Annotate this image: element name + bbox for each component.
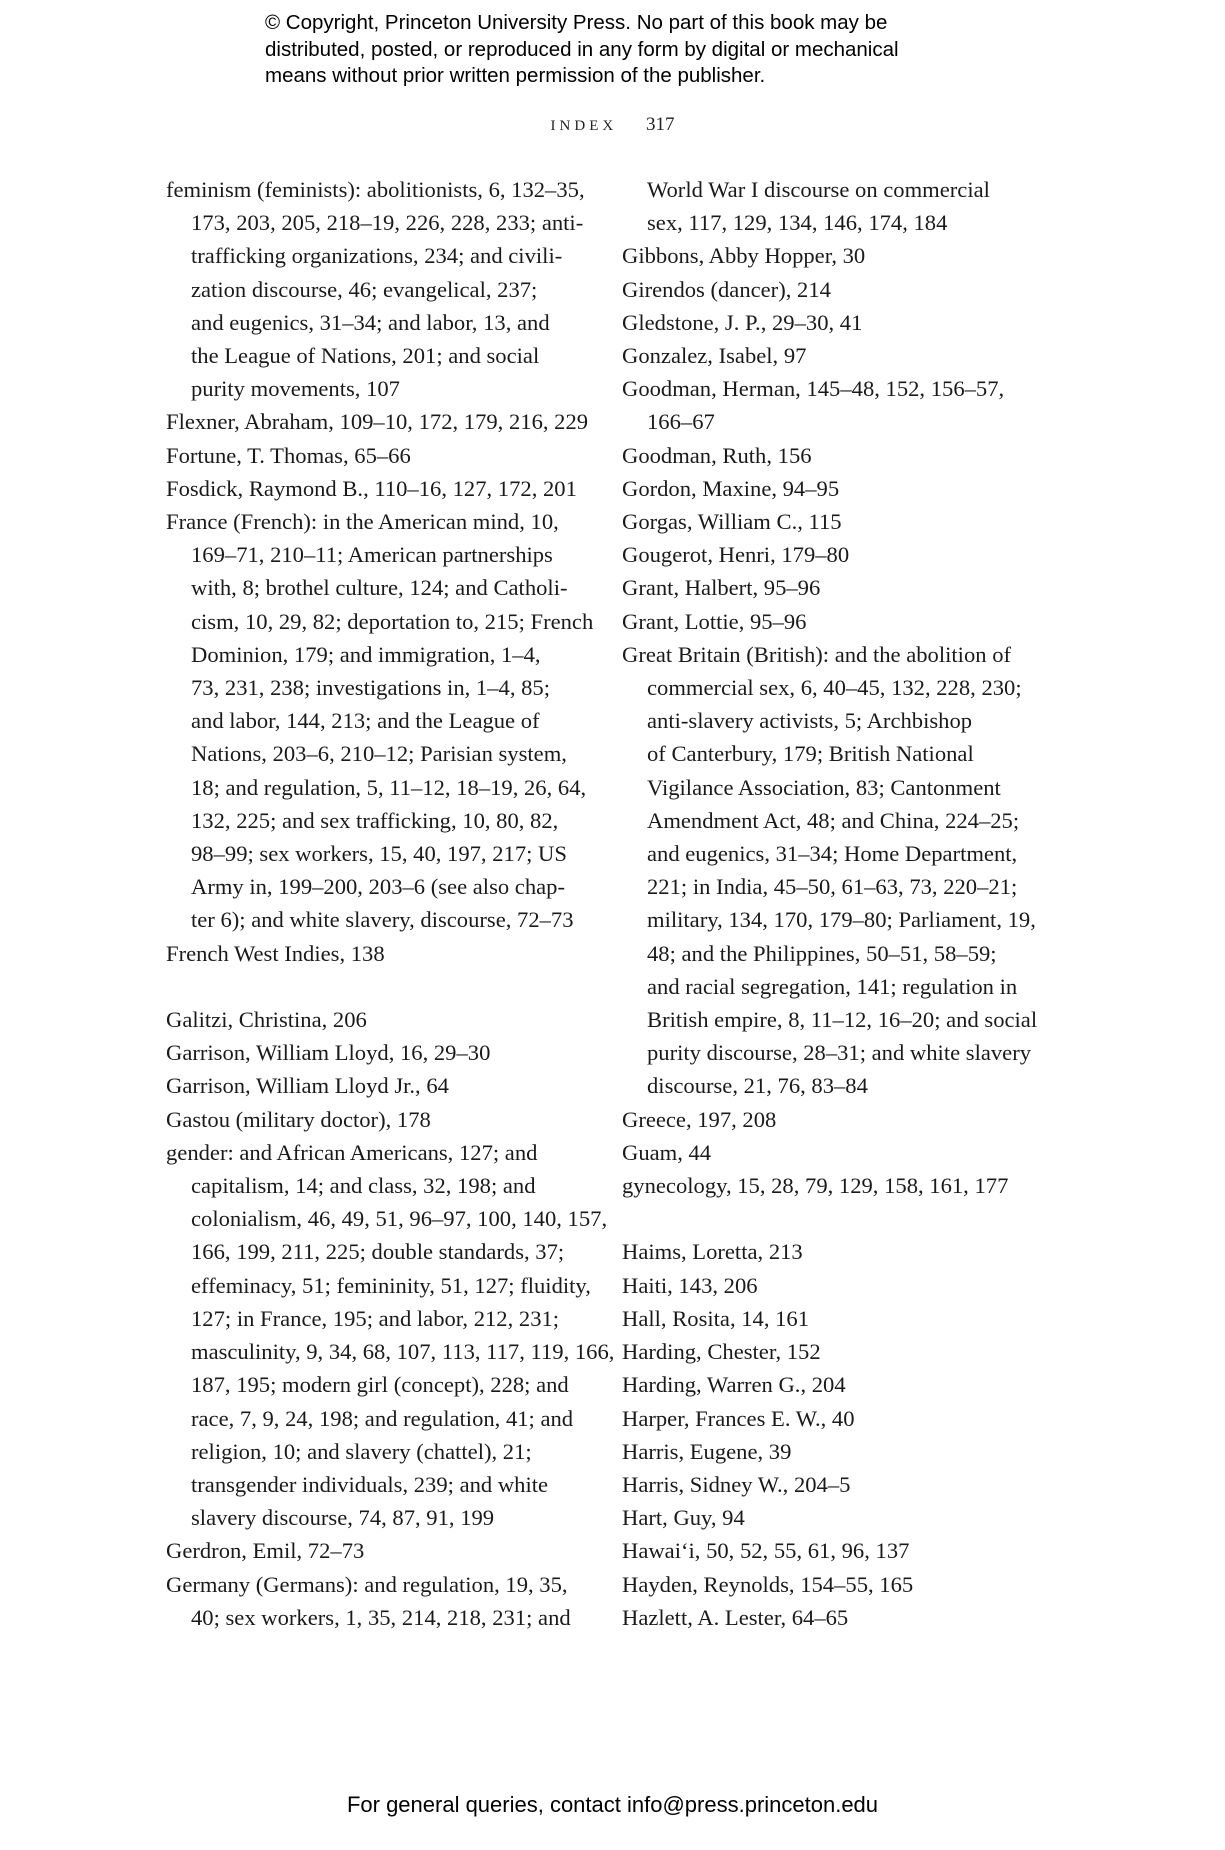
index-entry-line: discourse, 21, 76, 83–84	[647, 1073, 868, 1099]
index-entry-line: 40; sex workers, 1, 35, 214, 218, 231; and	[191, 1604, 571, 1630]
index-entry	[622, 1302, 1062, 1335]
index-entry-continuation	[622, 173, 1062, 239]
index-entry-line: purity discourse, 28–31; and white slavery	[647, 1040, 1032, 1066]
index-entry-line: Haiti, 143, 206	[622, 1272, 758, 1298]
index-entry	[622, 239, 1062, 272]
index-entry	[622, 306, 1062, 339]
index-entry-line: Great Britain (British): and the abolition of	[622, 641, 1012, 667]
index-entry	[622, 339, 1062, 372]
copyright-line: means without prior written permission of the publisher.	[265, 64, 766, 87]
index-entry	[622, 1568, 1062, 1601]
index-entry-line: purity movements, 107	[191, 376, 400, 402]
index-entry-line: Harris, Sidney W., 204–5	[622, 1471, 851, 1497]
index-entry-line: 127; in France, 195; and labor, 212, 231;	[191, 1305, 560, 1331]
index-entry	[166, 937, 586, 970]
index-entry-line: Army in, 199–200, 203–6 (see also chap-	[191, 874, 565, 900]
index-entry	[166, 1069, 586, 1102]
index-entry	[622, 1501, 1062, 1534]
index-entry	[622, 1169, 1062, 1202]
index-entry-line: Grant, Lottie, 95–96	[622, 608, 807, 634]
index-entry	[166, 1136, 615, 1534]
index-entry	[622, 605, 1062, 638]
index-entry-line: Harding, Chester, 152	[622, 1339, 821, 1365]
footer-contact: For general queries, contact info@press.princeton.edu	[346, 1792, 879, 1817]
index-entry-line: transgender individuals, 239; and white	[191, 1471, 549, 1497]
index-entry-line: gynecology, 15, 28, 79, 129, 158, 161, 177	[622, 1173, 1009, 1199]
index-entry-line: commercial sex, 6, 40–45, 132, 228, 230;	[647, 675, 1022, 701]
index-entry-line: Gledstone, J. P., 29–30, 41	[622, 309, 863, 335]
index-entry-line: and eugenics, 31–34; Home Department,	[647, 841, 1018, 867]
index-entry-line: Haims, Loretta, 213	[622, 1239, 803, 1265]
index-entry	[166, 472, 586, 505]
index-entry	[166, 1036, 586, 1069]
index-entry-line: 166–67	[647, 409, 715, 435]
running-head	[0, 114, 1225, 136]
index-entry-line: feminism (feminists): abolitionists, 6, 132–35,	[166, 177, 585, 202]
index-entry-line: trafficking organizations, 234; and civili-	[191, 243, 563, 269]
index-entry-line: Guam, 44	[622, 1139, 712, 1165]
index-entry-line: Harper, Frances E. W., 40	[622, 1405, 855, 1431]
index-entry-line: capitalism, 14; and class, 32, 198; and	[191, 1173, 536, 1199]
index-entry-line: Gougerot, Henri, 179–80	[622, 542, 850, 568]
index-entry-line: Germany (Germans): and regulation, 19, 35,	[166, 1571, 568, 1597]
index-entry-line: Goodman, Ruth, 156	[622, 442, 812, 468]
index-entry-line: 221; in India, 45–50, 61–63, 73, 220–21;	[647, 874, 1018, 900]
index-entry-line: Gastou (military doctor), 178	[166, 1106, 431, 1132]
index-column-left	[166, 173, 615, 1634]
index-entry-line: Fortune, T. Thomas, 65–66	[166, 442, 411, 468]
index-entry-line: Grant, Halbert, 95–96	[622, 575, 821, 601]
index-entry-line: French West Indies, 138	[166, 940, 385, 966]
index-entry	[622, 273, 1062, 306]
index-entry	[622, 1368, 1062, 1401]
index-entry-line: religion, 10; and slavery (chattel), 21;	[191, 1438, 532, 1464]
index-entry-line: Harding, Warren G., 204	[622, 1372, 846, 1398]
index-entry-line: Amendment Act, 48; and China, 224–25;	[647, 807, 1020, 833]
index-entry-line: zation discourse, 46; evangelical, 237;	[191, 276, 538, 302]
index-entry-line: 173, 203, 205, 218–19, 226, 228, 233; anti-	[191, 210, 584, 236]
index-entry-line: Gonzalez, Isabel, 97	[622, 343, 807, 369]
index-entry-line: Nations, 203–6, 210–12; Parisian system,	[191, 741, 567, 767]
letter-group-spacer	[166, 970, 586, 1003]
index-entry-line: 48; and the Philippines, 50–51, 58–59;	[647, 940, 997, 966]
index-entry	[166, 405, 589, 438]
index-entry	[166, 1103, 586, 1136]
index-entry-line: 187, 195; modern girl (concept), 228; and	[191, 1372, 569, 1398]
index-entry-line: Gerdron, Emil, 72–73	[166, 1538, 365, 1564]
index-entry-line: colonialism, 46, 49, 51, 96–97, 100, 140, 157,	[191, 1206, 608, 1232]
index-entry	[166, 439, 586, 472]
index-entry-line: Gorgas, William C., 115	[622, 509, 842, 535]
index-entry-line: British empire, 8, 11–12, 16–20; and social	[647, 1007, 1038, 1033]
index-entry	[166, 1534, 586, 1567]
index-entry-line: military, 134, 170, 179–80; Parliament, 19,	[647, 907, 1036, 933]
index-entry-line: Hall, Rosita, 14, 161	[622, 1305, 810, 1331]
index-entry-line: 132, 225; and sex trafficking, 10, 80, 82,	[191, 807, 559, 833]
index-entry	[622, 1435, 1062, 1468]
page-number: 317	[645, 114, 675, 135]
index-entry	[622, 1269, 1062, 1302]
index-entry-line: Goodman, Herman, 145–48, 152, 156–57,	[622, 376, 1005, 402]
index-entry-line: Galitzi, Christina, 206	[166, 1007, 367, 1033]
index-entry-line: 98–99; sex workers, 15, 40, 197, 217; US	[191, 841, 567, 867]
index-entry-line: Vigilance Association, 83; Cantonment	[647, 774, 1001, 800]
index-entry	[622, 1136, 1062, 1169]
index-entry	[622, 1402, 1062, 1435]
index-entry-line: France (French): in the American mind, 10,	[166, 509, 559, 535]
index-entry-line: 166, 199, 211, 225; double standards, 37;	[191, 1239, 565, 1265]
index-entry-line: with, 8; brothel culture, 124; and Catholi-	[191, 575, 568, 601]
index-entry-line: and labor, 144, 213; and the League of	[191, 708, 540, 734]
letter-group-spacer	[622, 1202, 1062, 1235]
index-entry	[166, 505, 594, 937]
index-entry-line: Fosdick, Raymond B., 110–16, 127, 172, 201	[166, 475, 577, 501]
index-entry-line: anti-slavery activists, 5; Archbishop	[647, 708, 973, 734]
index-entry-line: Garrison, William Lloyd, 16, 29–30	[166, 1040, 491, 1066]
index-entry-line: masculinity, 9, 34, 68, 107, 113, 117, 119, 166,	[191, 1339, 615, 1365]
index-entry-line: 73, 231, 238; investigations in, 1–4, 85;	[191, 675, 550, 701]
index-entry-line: gender: and African Americans, 127; and	[166, 1139, 538, 1165]
index-entry-line: the League of Nations, 201; and social	[191, 343, 540, 369]
index-entry-line: Harris, Eugene, 39	[622, 1438, 792, 1464]
index-entry-line: Hazlett, A. Lester, 64–65	[622, 1604, 849, 1630]
index-entry-line: ter 6); and white slavery, discourse, 72–73	[191, 907, 574, 933]
index-entry	[622, 1103, 1062, 1136]
index-entry	[622, 571, 1062, 604]
index-entry-line: Gordon, Maxine, 94–95	[622, 475, 840, 501]
copyright-line: © Copyright, Princeton University Press. No part of this book may be	[265, 11, 888, 34]
index-entry	[622, 372, 1062, 438]
index-entry-line: Hayden, Reynolds, 154–55, 165	[622, 1571, 914, 1597]
index-entry-line: Hawai‘i, 50, 52, 55, 61, 96, 137	[622, 1538, 910, 1564]
index-entry-line: Greece, 197, 208	[622, 1106, 777, 1132]
index-entry	[622, 439, 1062, 472]
index-entry	[622, 1601, 1062, 1634]
index-entry	[622, 538, 1062, 571]
index-entry	[166, 173, 586, 405]
index-entry-line: slavery discourse, 74, 87, 91, 199	[191, 1505, 495, 1531]
index-entry	[622, 1335, 1062, 1368]
index-entry	[166, 1003, 586, 1036]
index-entry-line: and racial segregation, 141; regulation in	[647, 973, 1018, 999]
copyright-line: distributed, posted, or reproduced in any form by digital or mechanical	[265, 37, 899, 61]
index-entry	[622, 1235, 1062, 1268]
index-entry-line: 169–71, 210–11; American partnerships	[191, 542, 553, 568]
index-entry	[166, 1568, 586, 1634]
copyright-notice	[265, 10, 1005, 90]
index-entry-line: Dominion, 179; and immigration, 1–4,	[191, 641, 541, 667]
index-entry-line: of Canterbury, 179; British National	[647, 741, 974, 767]
index-entry	[622, 472, 1062, 505]
index-entry-line: sex, 117, 129, 134, 146, 174, 184	[647, 210, 948, 236]
index-entry	[622, 638, 1062, 1103]
index-entry	[622, 1468, 1062, 1501]
index-entry	[622, 505, 1062, 538]
index-entry-line: Flexner, Abraham, 109–10, 172, 179, 216, 229	[166, 409, 589, 435]
index-column-right	[622, 173, 1062, 1634]
index-entry-line: 18; and regulation, 5, 11–12, 18–19, 26, 64,	[191, 774, 587, 800]
running-head-label: INDEX	[550, 118, 618, 134]
index-entry-line: Hart, Guy, 94	[622, 1505, 745, 1531]
index-entry-line: Girendos (dancer), 214	[622, 276, 831, 302]
index-entry-line: Garrison, William Lloyd Jr., 64	[166, 1073, 449, 1099]
index-entry-line: Gibbons, Abby Hopper, 30	[622, 243, 866, 269]
index-entry-line: cism, 10, 29, 82; deportation to, 215; French	[191, 608, 594, 634]
index-entry	[622, 1534, 1062, 1567]
index-entry-line: effeminacy, 51; femininity, 51, 127; fluidity,	[191, 1272, 591, 1298]
index-entry-line: race, 7, 9, 24, 198; and regulation, 41; and	[191, 1405, 574, 1431]
index-entry-line: and eugenics, 31–34; and labor, 13, and	[191, 309, 550, 335]
index-entry-line: World War I discourse on commercial	[647, 177, 990, 202]
